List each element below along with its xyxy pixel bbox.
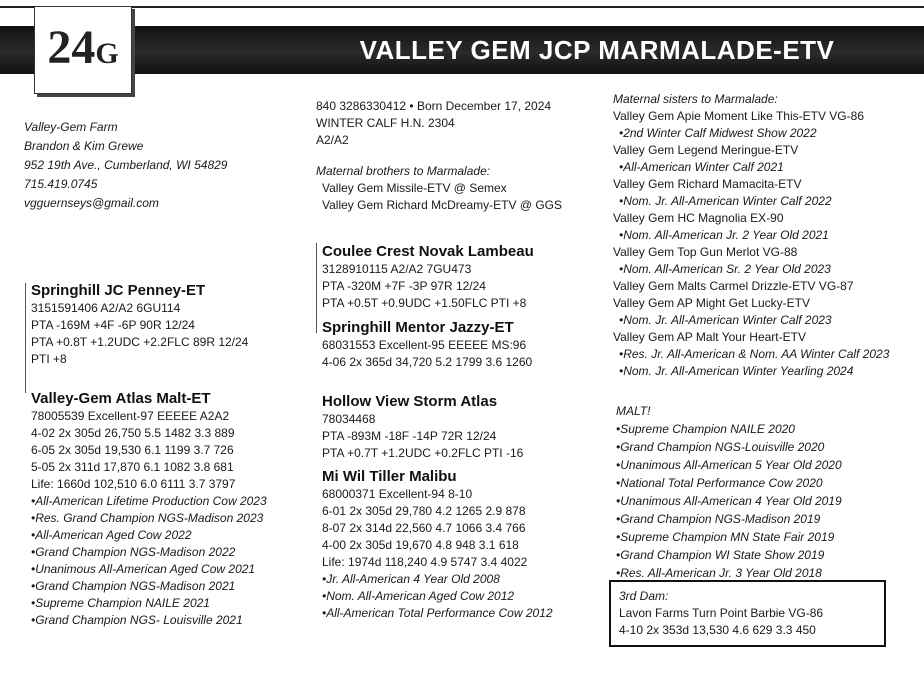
sire-line: PTI +8 [31, 352, 67, 366]
granddam-name: Mi Wil Tiller Malibu [322, 468, 457, 485]
pgd-record: 4-06 2x 365d 34,720 5.2 1799 3.6 1260 [322, 355, 533, 369]
dam-record: 6-05 2x 305d 19,530 6.1 1199 3.7 726 [31, 443, 234, 457]
sister-name: Valley Gem Legend Meringue-ETV [613, 143, 799, 157]
grandsire-line: PTA +0.7T +1.2UDC +0.2FLC PTI -16 [322, 446, 524, 460]
grandsire-line: PTA -893M -18F -14P 72R 12/24 [322, 429, 497, 443]
sister-name: Valley Gem AP Might Get Lucky-ETV [613, 296, 810, 310]
pedigree-bracket [25, 283, 26, 393]
granddam-record: Life: 1974d 118,240 4.9 5747 3.4 4022 [322, 555, 528, 569]
dam-record: Life: 1660d 102,510 6.0 6111 3.7 3797 [31, 477, 236, 491]
malt-heading: MALT! [616, 404, 651, 418]
farm-contact [24, 118, 227, 213]
farm-name: Valley-Gem Farm [24, 120, 118, 134]
granddam-malibu [322, 467, 553, 622]
title-banner [0, 26, 924, 74]
sire-line: PTA +0.8T +1.2UDC +2.2FLC 89R 12/24 [31, 335, 249, 349]
sister-name: Valley Gem Richard Mamacita-ETV [613, 177, 802, 191]
granddam-honor: •All-American Total Performance Cow 2012 [322, 606, 553, 620]
pgd-name: Springhill Mentor Jazzy-ET [322, 319, 514, 336]
dam-honor: •All-American Lifetime Production Cow 2023 [31, 494, 267, 508]
lot-number-badge [34, 6, 132, 94]
malt-honor: •Res. All-American Jr. 3 Year Old 2018 [616, 566, 822, 580]
maternal-brothers [316, 163, 562, 214]
sister-note: •Nom. All-American Sr. 2 Year Old 2023 [619, 262, 831, 276]
mgs-line: 3128910115 A2/A2 7GU473 [322, 262, 472, 276]
sister-note: •Nom. All-American Jr. 2 Year Old 2021 [619, 228, 829, 242]
sire-name: Springhill JC Penney-ET [31, 282, 206, 299]
page-title: VALLEY GEM JCP MARMALADE-ETV [359, 35, 835, 65]
registration-birth: 840 3286330412 • Born December 17, 2024 [316, 99, 552, 113]
animal-info [316, 98, 551, 149]
dam-honor: •All-American Aged Cow 2022 [31, 528, 192, 542]
class-herd-number: WINTER CALF H.N. 2304 [316, 116, 455, 130]
grandsire-line: 78034468 [322, 412, 376, 426]
maternal-grandsire [322, 242, 534, 312]
sister-note: •All-American Winter Calf 2021 [619, 160, 784, 174]
sister-note: •Nom. Jr. All-American Winter Calf 2023 [619, 313, 832, 327]
sister-note: •Nom. Jr. All-American Winter Calf 2022 [619, 194, 832, 208]
malt-honor: •Grand Champion NGS-Madison 2019 [616, 512, 821, 526]
pedigree-bracket [316, 243, 317, 333]
sire-line: PTA -169M +4F -6P 90R 12/24 [31, 318, 195, 332]
dam-record: 5-05 2x 311d 17,870 6.1 1082 3.8 681 [31, 460, 234, 474]
third-dam-record: 4-10 2x 353d 13,530 4.6 629 3.3 450 [619, 623, 816, 637]
malt-honor: •Unanimous All-American 4 Year Old 2019 [616, 494, 842, 508]
dam-honor: •Grand Champion NGS-Madison 2022 [31, 545, 236, 559]
malt-honor: •Grand Champion WI State Show 2019 [616, 548, 825, 562]
lot-number: 24 [47, 21, 96, 74]
sister-name: Valley Gem Apie Moment Like This-ETV VG-86 [613, 109, 864, 123]
farm-email: vgguernseys@gmail.com [24, 196, 159, 210]
malt-honor: •Supreme Champion MN State Fair 2019 [616, 530, 835, 544]
granddam-record: 6-01 2x 305d 29,780 4.2 1265 2.9 878 [322, 504, 526, 518]
dam-atlas-malt [31, 389, 267, 629]
brother-item: Valley Gem Richard McDreamy-ETV @ GGS [322, 198, 563, 212]
malt-honors [616, 402, 842, 582]
third-dam-box [609, 580, 886, 647]
granddam-honor: •Nom. All-American Aged Cow 2012 [322, 589, 515, 603]
dam-line: 78005539 Excellent-97 EEEEE A2A2 [31, 409, 230, 423]
dam-honor: •Res. Grand Champion NGS-Madison 2023 [31, 511, 264, 525]
sister-note: •Nom. Jr. All-American Winter Yearling 2024 [619, 364, 854, 378]
granddam-line: 68000371 Excellent-94 8-10 [322, 487, 473, 501]
third-dam-name: Lavon Farms Turn Point Barbie VG-86 [619, 606, 824, 620]
sire-penney [31, 281, 248, 368]
top-rule [0, 6, 924, 8]
paternal-granddam [322, 318, 532, 371]
brother-item: Valley Gem Missile-ETV @ Semex [322, 181, 507, 195]
farm-address: 952 19th Ave., Cumberland, WI 54829 [24, 158, 228, 172]
owner-names: Brandon & Kim Grewe [24, 139, 144, 153]
sister-name: Valley Gem AP Malt Your Heart-ETV [613, 330, 806, 344]
third-dam-label: 3rd Dam: [619, 589, 669, 603]
sister-name: Valley Gem HC Magnolia EX-90 [613, 211, 784, 225]
dam-record: 4-02 2x 305d 26,750 5.5 1482 3.3 889 [31, 426, 235, 440]
mgs-line: PTA -320M +7F -3P 97R 12/24 [322, 279, 486, 293]
dam-name: Valley-Gem Atlas Malt-ET [31, 390, 211, 407]
farm-phone: 715.419.0745 [24, 177, 98, 191]
dam-honor: •Grand Champion NGS-Madison 2021 [31, 579, 236, 593]
granddam-record: 4-00 2x 305d 19,670 4.8 948 3.1 618 [322, 538, 519, 552]
grandsire-atlas [322, 392, 523, 462]
brothers-heading: Maternal brothers to Marmalade: [316, 164, 491, 178]
dam-honor: •Grand Champion NGS- Louisville 2021 [31, 613, 243, 627]
sister-note: •2nd Winter Calf Midwest Show 2022 [619, 126, 817, 140]
grandsire-name: Hollow View Storm Atlas [322, 393, 498, 410]
granddam-record: 8-07 2x 314d 22,560 4.7 1066 3.4 766 [322, 521, 526, 535]
mgs-name: Coulee Crest Novak Lambeau [322, 243, 534, 260]
malt-honor: •Supreme Champion NAILE 2020 [616, 422, 795, 436]
sire-line: 3151591406 A2/A2 6GU114 [31, 301, 181, 315]
malt-honor: •National Total Performance Cow 2020 [616, 476, 823, 490]
pgd-line: 68031553 Excellent-95 EEEEE MS:96 [322, 338, 527, 352]
dam-honor: •Unanimous All-American Aged Cow 2021 [31, 562, 256, 576]
maternal-sisters [613, 91, 889, 380]
granddam-honor: •Jr. All-American 4 Year Old 2008 [322, 572, 500, 586]
sisters-heading: Maternal sisters to Marmalade: [613, 92, 778, 106]
beta-casein: A2/A2 [316, 133, 349, 147]
malt-honor: •Unanimous All-American 5 Year Old 2020 [616, 458, 842, 472]
dam-honor: •Supreme Champion NAILE 2021 [31, 596, 210, 610]
sister-note: •Res. Jr. All-American & Nom. AA Winter Calf 2023 [619, 347, 890, 361]
mgs-line: PTA +0.5T +0.9UDC +1.50FLC PTI +8 [322, 296, 527, 310]
sister-name: Valley Gem Malts Carmel Drizzle-ETV VG-87 [613, 279, 854, 293]
malt-honor: •Grand Champion NGS-Louisville 2020 [616, 440, 825, 454]
lot-suffix: G [95, 37, 119, 70]
sister-name: Valley Gem Top Gun Merlot VG-88 [613, 245, 798, 259]
